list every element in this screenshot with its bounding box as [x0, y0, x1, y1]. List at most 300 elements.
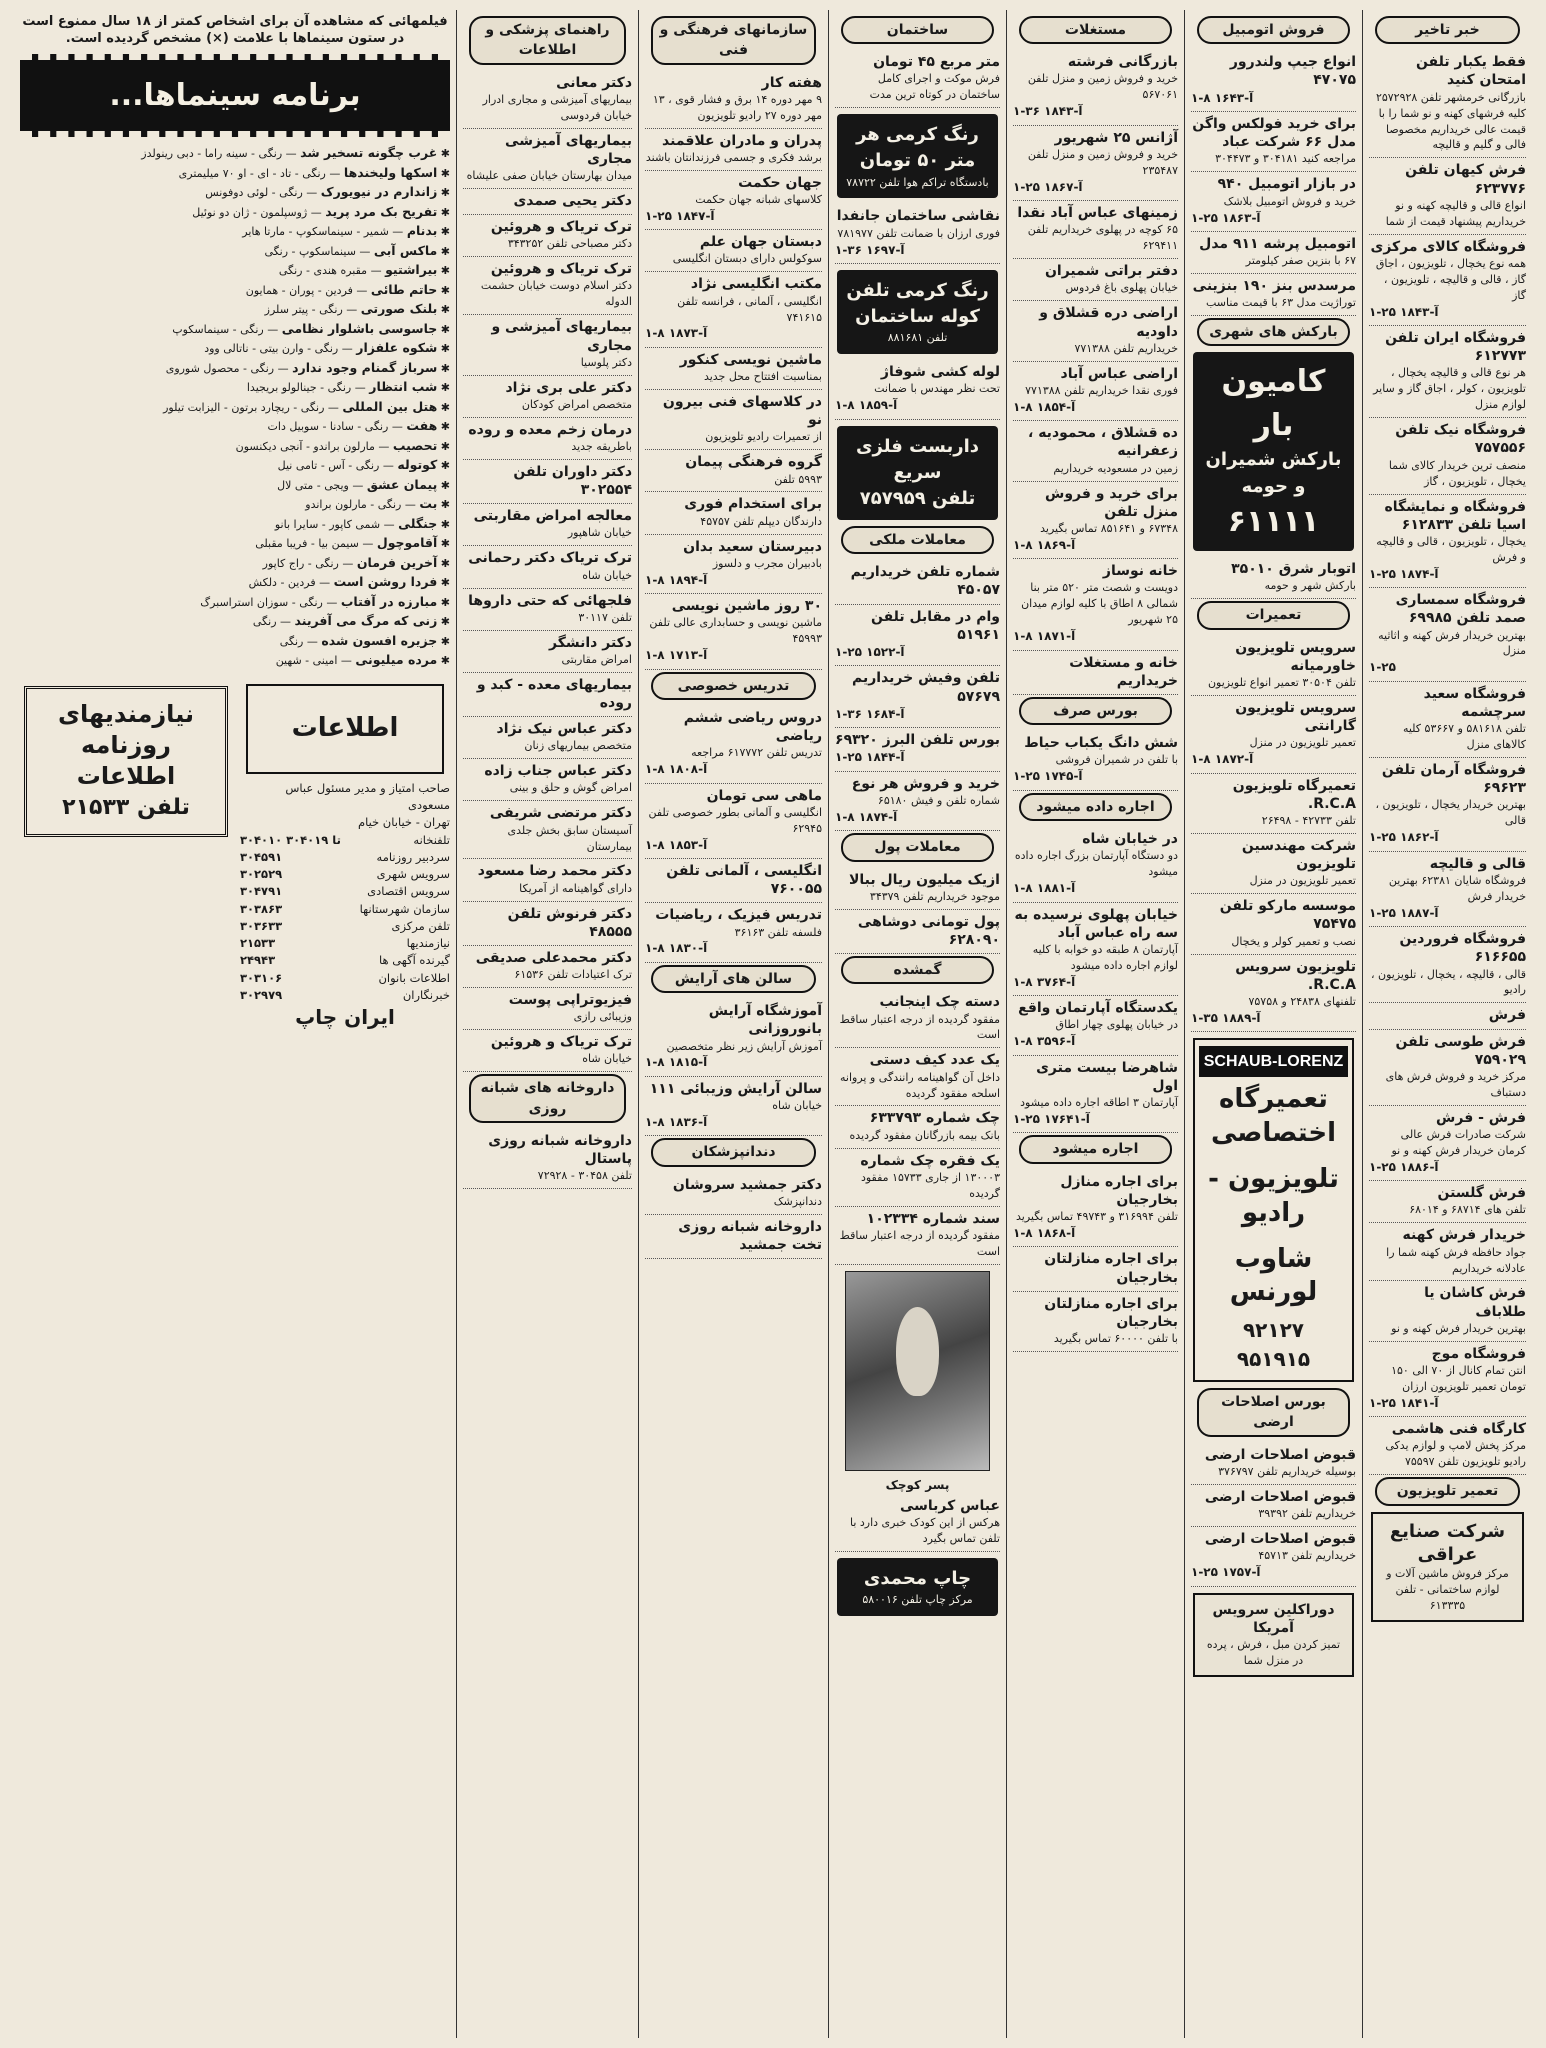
ad-title: ترک تریاک و هروئین [490, 219, 632, 236]
ad-title: فروشگاه آرمان تلفن ۶۹۶۲۳ [1381, 762, 1526, 797]
ads-list [645, 999, 822, 1136]
ad-line: تلویزیون - رادیو [1208, 1163, 1339, 1228]
column-header: ساختمان [841, 16, 994, 44]
film-title: هتل بین المللی [342, 398, 438, 414]
ad-body: مرکز خرید و فروش فرش های دستباف [1385, 1069, 1526, 1099]
ad-item [1369, 1281, 1526, 1341]
ad-code: ۱-۸ آ-۱۸۵۹ [835, 398, 898, 413]
separator: — [322, 595, 341, 609]
ad-title: اراضی عباس آباد [1060, 365, 1178, 382]
ad-title: فقط یکبار تلفن امتحان کنید [1415, 54, 1526, 89]
ad-code: ۱-۸ آ-۱۸۷۳ [645, 326, 708, 341]
separator: — [338, 556, 357, 570]
ad-item [1369, 158, 1526, 234]
ad-code: ۱-۸ آ-۱۸۶۹ [1013, 537, 1076, 552]
cinema-listing [20, 397, 450, 417]
ad-code: ۱-۲۵ آ-۱۸۷۴ [1369, 566, 1439, 581]
ad-code: ۱-۸ آ-۱۸۷۱ [1013, 629, 1076, 644]
bullet-icon: ✱ [437, 342, 450, 356]
ad-item [645, 784, 822, 859]
ad-body: موجود خریداریم تلفن ۳۴۳۷۹ [869, 889, 1000, 903]
ad-body: بارکش شهر و حومه [1264, 579, 1356, 593]
cinema-listing [20, 533, 450, 553]
separator: — [355, 244, 374, 258]
ad-title: فروشگاه نیک تلفن ۷۵۷۵۵۶ [1395, 422, 1526, 457]
ad-item [1013, 201, 1178, 259]
ad-title: خیابان پهلوی نرسیده به سه راه عباس آباد [1014, 906, 1178, 941]
ad-title: عباس کرباسی [899, 1498, 1000, 1515]
cinema-listing [20, 514, 450, 534]
ad-body: خریداریم تلفن ۴۵۷۱۳ [1258, 1549, 1356, 1563]
ad-body: دکتر مصباحی تلفن ۳۴۳۲۵۲ [507, 237, 632, 251]
ad-body: خیابان شاهپور [567, 526, 632, 540]
film-details: امینی - شهین [275, 654, 338, 668]
ad-title: برای استخدام فوری [684, 496, 822, 513]
film-details: ژوسپلمون - ژان دو نوئیل [192, 205, 308, 219]
section-header: سالن های آرایش [651, 965, 816, 993]
section-header: بارکش های شهری [1197, 318, 1350, 346]
ad-title: فروشگاه سعید سرچشمه [1423, 685, 1526, 720]
masthead-label: اطلاعات بانوان [378, 970, 450, 985]
ads-list [1369, 50, 1526, 1475]
masthead-phone: ۳۰۲۵۲۹ [240, 867, 283, 882]
classifieds-box-area [20, 678, 232, 1030]
bullet-icon: ✱ [437, 420, 450, 434]
ad-title: خانه نوساز [1102, 563, 1178, 580]
film-title: زاندارم در نیویورک [320, 184, 438, 200]
ad-body: خرید و فروش زمین و منزل تلفن ۲۳۵۴۸۷ [1027, 147, 1178, 177]
ad-title: معالجه امراض مقاربتی [473, 508, 632, 525]
ad-title: متر مربع ۴۵ تومان [873, 54, 1000, 71]
ad-title: دکتر علی بری نژاد [505, 379, 632, 396]
film-title: هفت [406, 418, 438, 434]
ad-body: فوری نقدا خریداریم تلفن ۷۷۱۳۸۸ [1025, 383, 1178, 397]
separator: — [324, 400, 343, 414]
ad-phone: تلفن ۷۵۷۹۵۹ [859, 487, 976, 509]
ads-list [835, 1494, 1000, 1552]
ad-title: دکتر عباس جناب زاده [484, 763, 632, 780]
bullet-icon: ✱ [437, 166, 450, 180]
ad-item [463, 946, 632, 988]
masthead-phone: ۳۰۳۸۶۳ [240, 901, 283, 916]
cinema-listing [20, 553, 450, 573]
bullet-icon: ✱ [437, 537, 450, 551]
ad-item [463, 902, 632, 946]
moving-company-ad [1193, 352, 1354, 551]
ad-title: فروشگاه ایران تلفن ۶۱۲۷۷۳ [1385, 330, 1526, 365]
ad-item [1191, 955, 1356, 1033]
column-header: مستغلات [1019, 16, 1172, 44]
film-title: شکوه علفزار [356, 340, 438, 356]
schaub-lorenz-ad [1193, 1038, 1354, 1382]
ad-item [645, 230, 822, 272]
ad-item [645, 535, 822, 595]
ad-title: دبستان جهان علم [699, 234, 822, 251]
ad-title: برای اجاره منازلتان بخارجیان [1044, 1251, 1178, 1286]
ad-item [1013, 1056, 1178, 1134]
ad-body: تلفن ۳۱۶۹۹۴ و ۴۹۷۴۳ تماس بگیرید [1015, 1210, 1178, 1224]
cinema-listing [20, 592, 450, 612]
section-header: معاملات ملکی [841, 526, 994, 554]
ad-phone: بادستگاه تراکم هوا تلفن ۷۸۷۲۲ [846, 175, 989, 189]
cinema-listing [20, 182, 450, 202]
bullet-icon: ✱ [437, 147, 450, 161]
ads-list [835, 868, 1000, 955]
ad-body: ۶۵ کوچه در پهلوی خریداریم تلفن ۶۲۹۴۱۱ [1027, 223, 1178, 253]
masthead-label: سردبیر روزنامه [376, 849, 450, 864]
ad-body: بادبیران مجرب و دلسوز [712, 556, 822, 570]
column-cinema [14, 10, 456, 2038]
ad-item [1013, 903, 1178, 997]
ad-item [463, 801, 632, 859]
ad-title: برای خرید و فروش منزل تلفن [1045, 485, 1178, 520]
paint-ad [837, 270, 998, 354]
ad-code: ۱-۸ آ-۱۸۷۲ [1191, 752, 1254, 767]
ad-item [463, 257, 632, 315]
ad-title: انگلیسی ، آلمانی تلفن ۷۶۰۰۵۵ [666, 862, 822, 898]
section-header: اجاره داده میشود [1019, 793, 1172, 821]
cinema-program-banner: برنامه سینماها... [20, 54, 450, 138]
ad-body: نصب و تعمیر کولر و یخچال [1231, 934, 1356, 948]
ad-title: دکتر محمدعلی صدیقی [475, 949, 632, 966]
ad-item [645, 903, 822, 963]
ad-title: در خیابان شاه [1082, 831, 1178, 848]
ad-item [463, 759, 632, 801]
bullet-icon: ✱ [437, 498, 450, 512]
section-header: تعمیرات [1197, 601, 1350, 629]
ad-title: زمینهای عباس آباد نقدا [1017, 205, 1178, 222]
ad-title: دکتر دانشگر [549, 634, 632, 651]
ad-title: فرش طوسی تلفن ۷۵۹۰۲۹ [1395, 1033, 1526, 1068]
ad-item [1369, 1342, 1526, 1417]
ad-body: کلاسهای شبانه جهان حکمت [695, 192, 822, 206]
ad-title: سرویس تلویزیون خاورمیانه [1235, 639, 1356, 674]
logo-text: اطلاعات [291, 712, 399, 743]
ad-item [835, 1149, 1000, 1207]
ad-code: ۱-۸ آ-۱۸۹۴ [645, 572, 708, 587]
ad-title: دکتر جمشید سروشان [672, 1176, 822, 1193]
ad-title: دکتر یحیی صمدی [513, 192, 632, 209]
ad-body: سوکولس دارای دبستان انگلیسی [672, 252, 822, 266]
ad-item [463, 418, 632, 460]
ad-item [835, 560, 1000, 604]
separator: — [358, 537, 377, 551]
ad-body: بانک بیمه بازرگانان مفقود گردیده [849, 1128, 1000, 1142]
ad-item [463, 189, 632, 215]
ad-code: ۱-۸ آ-۱۶۴۳ [1191, 90, 1254, 105]
ad-body: برشد فکری و جسمی فرزندانتان باشند [645, 150, 822, 164]
column-carpets [1362, 10, 1532, 2038]
ad-title: درمان زخم معده و روده [468, 421, 632, 438]
ad-item [463, 504, 632, 546]
bullet-icon: ✱ [437, 654, 450, 668]
ad-code: ۱-۸ آ-۱۸۰۸ [645, 762, 708, 777]
bullet-icon: ✱ [437, 361, 450, 375]
column-header: فروش اتومبیل [1197, 16, 1350, 44]
ad-item [463, 1030, 632, 1072]
ad-body: ۶۷ با بنزین صفر کیلومتر [1245, 254, 1356, 268]
ad-title: اراضی دره قشلاق و داودیه [1039, 305, 1178, 340]
separator: — [325, 166, 344, 180]
film-title: آخرین فرمان [356, 554, 438, 570]
ad-title: شماره تلفن خریداریم ۴۵۰۵۷ [850, 564, 1000, 599]
ads-list [835, 560, 1000, 831]
section-header: تدریس خصوصی [651, 672, 816, 700]
ad-body: فوری ارزان با ضمانت تلفن ۷۸۱۹۷۷ [837, 226, 1000, 240]
ads-list [645, 71, 822, 670]
ad-body: آموزش آرایش زیر نظر متخصصین [666, 1039, 822, 1053]
ad-item [463, 673, 632, 717]
ad-body: تدریس تلفن ۶۱۷۷۷۲ مراجعه [691, 746, 822, 760]
ad-subtitle: بارکش شمیران و حومه [1205, 449, 1342, 497]
ads-list [1013, 731, 1178, 791]
masthead-row [240, 883, 450, 900]
bullet-icon: ✱ [437, 264, 450, 278]
ad-code: ۱-۲۵ [1369, 660, 1396, 675]
ad-body: همه نوع یخچال ، تلویزیون ، اجاق گاز ، قالی و قالیچه ، تلویزیون ، گاز [1375, 256, 1526, 302]
ad-body: باطریقه جدید [571, 439, 632, 453]
ad-title: تلویزیون سرویس R.C.A. [1235, 958, 1356, 993]
ad-body: انگلیسی و آلمانی بطور خصوصی تلفن ۶۲۹۴۵ [648, 805, 822, 835]
ad-body: مراجعه کنید ۳۰۴۱۸۱ و ۳۰۴۴۷۳ [1215, 152, 1356, 166]
masthead-label: سازمان شهرستانها [359, 901, 450, 916]
ad-item [1013, 559, 1178, 650]
ad-body: تعمیر تلویزیون در منزل [1249, 736, 1356, 750]
masthead-row [240, 866, 450, 883]
ad-code: ۱-۸ آ-۱۸۶۸ [1013, 1226, 1076, 1241]
cinema-listing [20, 163, 450, 183]
ad-title: ترک تریاک و هروئین [490, 261, 632, 278]
ad-title: کارگاه فنی هاشمی [1391, 1421, 1526, 1438]
ad-body: بیماریهای آمیزشی و مجاری ادرار خیابان فردوسی [482, 92, 632, 122]
ad-item [1013, 362, 1178, 422]
cinema-list [20, 143, 450, 670]
bullet-icon: ✱ [437, 381, 450, 395]
column-header: سازمانهای فرهنگی و فنی [651, 16, 816, 65]
ad-body: هر نوع قالی و قالیچه یخچال ، تلویزیون ، کولر ، اجاق گاز و سایر لوازم منزل [1373, 366, 1526, 412]
ad-body: ۵۹۹۳ تلفن [774, 472, 822, 486]
ad-phone: ۶۱۱۱۱ [1227, 503, 1320, 539]
separator: — [263, 322, 282, 336]
ads-list [835, 990, 1000, 1264]
ad-title: قبوض اصلاحات ارضی [1204, 1488, 1356, 1505]
ads-list [835, 50, 1000, 108]
bullet-icon: ✱ [437, 244, 450, 258]
ad-phone: ۹۵۱۹۱۵ [1236, 1347, 1311, 1372]
bullet-icon: ✱ [437, 225, 450, 239]
ad-title: بیماریهای آمیزشی و مجاری [491, 319, 632, 354]
ad-title: دکتر فرنوش تلفن ۴۸۵۵۵ [507, 905, 632, 940]
ad-item [1191, 50, 1356, 112]
ad-body: با تلفن ۶۰۰۰۰ تماس بگیرید [1053, 1332, 1178, 1346]
ads-list [835, 360, 1000, 420]
bullet-icon: ✱ [437, 615, 450, 629]
ad-body: خرید و فروش زمین و منزل تلفن ۵۶۷۰۶۱ [1027, 72, 1178, 102]
ad-body: منصف ترین خریدار کالای شما یخچال ، تلویزیون ، گاز [1388, 458, 1526, 488]
ad-body: مفقود گردیده از درجه اعتبار ساقط است [839, 1228, 1000, 1258]
masthead-phone: ۳۰۳۶۳۳ [240, 918, 283, 933]
separator: — [338, 342, 357, 356]
ad-title: داربست فلزی سریع [856, 435, 979, 483]
film-details: رنگی [252, 615, 277, 629]
ad-item [645, 1173, 822, 1215]
ad-item [835, 50, 1000, 108]
column-real-estate [1006, 10, 1184, 2038]
masthead-phone: ۲۱۵۳۳ [240, 936, 276, 951]
ads-list [1191, 1443, 1356, 1587]
ad-title: مکتب انگلیسی نژاد [690, 276, 822, 293]
film-details: رنگی - آس - تامی نیل [277, 459, 380, 473]
ad-title: دکتر عباس نیک نژاد [496, 721, 632, 738]
masthead-row [240, 935, 450, 952]
masthead-row [240, 832, 450, 849]
section-header: گمشده [841, 956, 994, 984]
ad-body: دارندگان دیپلم تلفن ۴۵۷۵۷ [700, 514, 822, 528]
paint-ad [837, 114, 998, 198]
brand-logo: SCHAUB-LORENZ [1199, 1046, 1348, 1077]
ad-title: انواع جیپ ولندرور ۴۷۰۷۵ [1229, 54, 1356, 89]
film-details: ویجی - متی لال [277, 478, 349, 492]
masthead-row [240, 849, 450, 866]
photo-caption: پسر کوچک [885, 1477, 950, 1492]
film-details: مارلون براندو - آنجی دیکنسون [235, 439, 375, 453]
ad-body: دکتر اسلام دوست خیابان حشمت الدوله [480, 279, 632, 309]
ad-item [1369, 1223, 1526, 1281]
masthead-label: خبرنگاران [402, 987, 450, 1002]
separator: — [282, 147, 301, 161]
ad-item [1191, 274, 1356, 316]
ad-item [835, 990, 1000, 1048]
bullet-icon: ✱ [437, 517, 450, 531]
column-medical [456, 10, 638, 2038]
cinema-listing [20, 475, 450, 495]
film-title: بدنام [406, 223, 438, 239]
ad-item [645, 999, 822, 1077]
ad-title: ماهی سی تومان [706, 787, 822, 804]
ad-body: وزیبائی رازی [573, 1010, 632, 1024]
ad-body: تلفنهای ۲۴۸۳۸ و ۷۵۷۵۸ [1248, 994, 1356, 1008]
ad-body: متخصص امراض کودکان [521, 397, 632, 411]
ad-item [1013, 421, 1178, 481]
ad-body: از تعمیرات رادیو تلویزیون [705, 430, 822, 444]
film-details: رنگی - سینماسکوپ [172, 322, 264, 336]
masthead-phone: ۲۴۹۴۳ [240, 953, 276, 968]
ad-body: خرید و فروش اتومبیل بلاشک [1223, 194, 1356, 208]
ad-item [645, 1077, 822, 1137]
masthead-phone: ۳۰۴۵۹۱ [240, 849, 283, 864]
ad-title: شرکت مهندسین تلویزیون [1241, 837, 1356, 873]
ad-body: زمین در مسعودیه خریداریم [1053, 461, 1178, 475]
ad-item [1191, 172, 1356, 232]
ad-body: بهترین خریدار فرش کهنه و اثاثیه منزل [1378, 628, 1526, 658]
ad-item [1191, 1527, 1356, 1587]
film-title: بیراشتیو [385, 262, 438, 278]
ad-title: ترک تریاک و هروئین [490, 1034, 632, 1051]
ad-body: انگلیسی ، آلمانی ، فرانسه تلفن ۷۴۱۶۱۵ [677, 294, 822, 324]
ad-body: خیابان شاه [772, 1099, 822, 1113]
column-header: راهنمای پزشکی و اطلاعات [469, 16, 626, 65]
ad-body: فروشگاه شایان ۶۲۳۸۱ بهترین خریدار فرش [1388, 873, 1526, 903]
ad-item [463, 546, 632, 588]
masthead-phone: ۳۰۲۹۷۹ [240, 987, 283, 1002]
ad-body: توراژیت مدل ۶۳ با قیمت مناسب [1205, 296, 1356, 310]
ad-body: مرکز پخش لامپ و لوازم یدکی رادیو تلویزیون تلفن ۷۵۵۹۷ [1385, 1439, 1526, 1469]
ad-item [835, 1494, 1000, 1552]
ad-title: تدریس فیزیک ، ریاضیات [655, 907, 822, 924]
ad-title: یک عدد کیف دستی [869, 1052, 1000, 1069]
ad-title: یکدستگاه آپارتمان واقع [1018, 1000, 1178, 1017]
ad-title: دبیرستان سعید بدان [683, 538, 822, 555]
ad-title: بیماریهای معده - کبد و روده [476, 676, 632, 711]
ad-code: ۱-۸ آ-۱۸۵۴ [1013, 399, 1076, 414]
ads-list [835, 204, 1000, 264]
separator: — [379, 459, 398, 473]
ad-item [463, 631, 632, 673]
film-title: بلنک صورتی [360, 301, 438, 317]
ad-item [1369, 758, 1526, 852]
box-body: تمیز کردن مبل ، فرش ، پرده در منزل شما [1206, 1637, 1341, 1667]
ad-body: ۶۷۳۴۸ و ۸۵۱۶۴۱ تماس بگیرید [1040, 521, 1178, 535]
masthead-label: سرویس اقتصادی [367, 884, 450, 899]
ad-title: فروشگاه کالای مرکزی [1370, 238, 1526, 255]
ads-list [1013, 1170, 1178, 1352]
column-culture [638, 10, 828, 2038]
ad-item [835, 1106, 1000, 1148]
separator: — [315, 576, 334, 590]
ad-code: ۱-۳۶ آ-۱۶۹۷ [835, 242, 905, 257]
cinema-listing [20, 202, 450, 222]
ad-body: آپارتمان ۸ طبقه دو خوابه با کلیه لوازم اجاره داده میشود [1032, 942, 1178, 972]
ad-body: تلفن ۳۰۴۵۸ - ۷۲۹۲۸ [537, 1169, 632, 1183]
ad-item [463, 859, 632, 901]
bullet-icon: ✱ [437, 556, 450, 570]
ad-body: ۱۳۰۰۰۳ از جاری ۱۵۷۳۳ مفقود گردیده [860, 1170, 1000, 1200]
ad-body: ۹ مهر دوره ۱۴ برق و فشار قوی ، ۱۳ مهر دوره ۲۷ رادیو تلویزیون [652, 92, 822, 122]
printer-name: ایران چاپ [295, 1005, 395, 1030]
separator: — [348, 478, 367, 492]
ad-title: خانه و مستغلات خریداریم [1069, 654, 1178, 689]
ad-title: هفته کار [761, 74, 822, 91]
cinema-listing [20, 416, 450, 436]
cinema-listing [20, 143, 450, 163]
ad-title: فروشگاه فروردین ۶۱۶۶۵۵ [1399, 931, 1526, 966]
ad-item [835, 772, 1000, 832]
ad-body: تعمیر تلویزیون در منزل [1249, 874, 1356, 888]
bullet-icon: ✱ [437, 303, 450, 317]
ad-code: ۱-۸ آ-۱۸۷۴ [835, 809, 898, 824]
masthead [240, 678, 450, 1030]
cinema-listing [20, 260, 450, 280]
ad-body: تلفن ۴۲۷۳۳ - ۲۶۴۹۸ [1261, 813, 1356, 827]
film-details: رنگی - سادنا - سوبیل دات [267, 420, 389, 434]
ad-item [645, 71, 822, 129]
ad-item [463, 215, 632, 257]
separator: — [367, 264, 386, 278]
film-details: شمیر - سینماسکوپ - مارتا هایر [242, 225, 389, 239]
ad-item [1369, 682, 1526, 758]
classifieds-phone: تلفن ۲۱۵۳۳ [62, 795, 190, 821]
ad-item [1013, 1247, 1178, 1291]
ad-body: بهترین خریدار فرش کهنه و نو [1391, 1321, 1526, 1335]
film-details: رنگی - مارلون براندو [305, 498, 402, 512]
ad-title: رنگ کرمی هر متر ۵۰ تومان [856, 124, 979, 172]
ad-title: چاپ محمدی [863, 1568, 972, 1590]
ad-title: سرویس تلویزیون گارانتی [1235, 699, 1356, 735]
bullet-icon: ✱ [437, 283, 450, 297]
film-title: شب انتظار [369, 379, 438, 395]
ad-item [835, 204, 1000, 264]
ad-title: برای خرید فولکس واگن مدل ۶۶ شرکت عباد [1192, 116, 1356, 151]
